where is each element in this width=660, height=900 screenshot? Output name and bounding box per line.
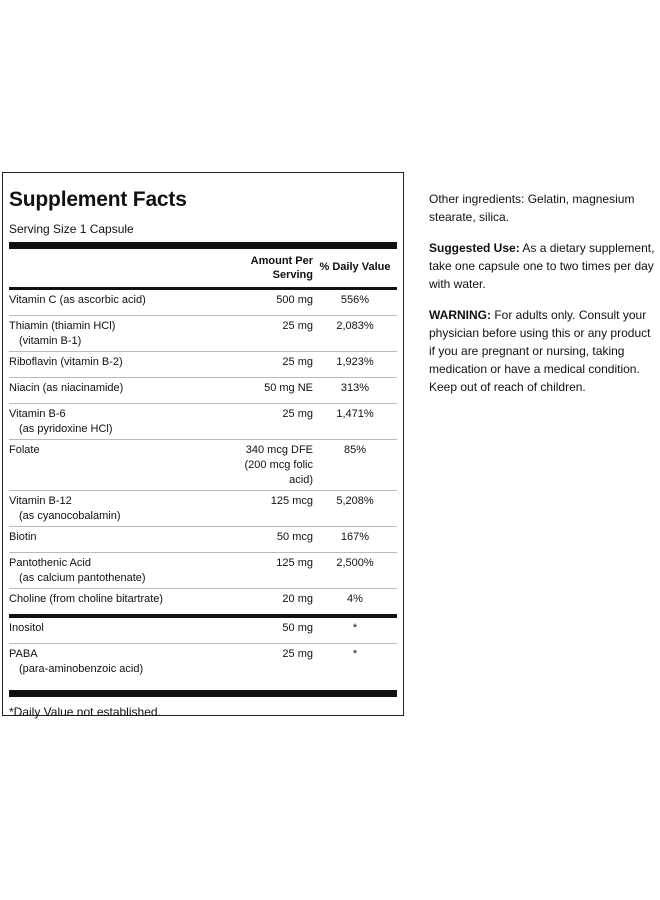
suggested-use — [429, 239, 657, 293]
daily-value: 85% — [343, 444, 367, 456]
footnote: *Daily Value not established. — [9, 705, 161, 719]
nutrient-amount-line: 125 mg — [276, 557, 313, 569]
daily-value: * — [352, 622, 358, 634]
table-row — [9, 491, 397, 526]
nutrient-name — [9, 355, 195, 375]
nutrient-amount — [195, 293, 313, 313]
nutrient-name — [9, 319, 195, 349]
daily-value: 313% — [340, 382, 370, 394]
nutrient-name-line1: Vitamin C (as ascorbic acid) — [9, 294, 146, 306]
table-row — [9, 352, 397, 377]
nutrient-rows — [9, 290, 397, 614]
bottom-divider — [9, 690, 397, 697]
daily-value: 556% — [340, 294, 370, 306]
table-row — [9, 290, 397, 315]
nutrient-amount-line: 500 mg — [276, 294, 313, 306]
nutrient-amount-line: acid) — [289, 474, 313, 486]
nutrient-amount-line: 25 mg — [282, 408, 313, 420]
nutrient-amount — [195, 443, 313, 488]
nutrient-amount — [195, 407, 313, 437]
nutrient-name-line2: (as cyanocobalamin) — [19, 510, 121, 522]
nutrient-amount-line: 25 mg — [282, 356, 313, 368]
warning — [429, 306, 657, 396]
daily-value: 5,208% — [336, 495, 374, 507]
nutrient-name-line2: (as calcium pantothenate) — [19, 572, 146, 584]
nutrient-name-line1: PABA — [9, 648, 38, 660]
nutrient-name-line1: Niacin (as niacinamide) — [9, 382, 124, 394]
nutrient-name — [9, 381, 195, 401]
nutrient-name-line1: Pantothenic Acid — [9, 557, 91, 569]
nutrient-name-line1: Biotin — [9, 531, 37, 543]
nutrient-name-line1: Choline (from choline bitartrate) — [9, 593, 164, 605]
amount-header-line1: Amount Per — [250, 255, 313, 267]
nutrient-name-line2: (as pyridoxine HCl) — [19, 423, 113, 435]
table-row — [9, 316, 397, 351]
amount-header-line2: Serving — [272, 269, 313, 281]
amount-header — [195, 254, 313, 282]
nutrient-name-line1: Folate — [9, 444, 40, 456]
nutrient-amount-line: 50 mg NE — [264, 382, 313, 394]
nutrient-name-line2: (vitamin B-1) — [19, 335, 82, 347]
nutrient-name — [9, 647, 195, 688]
nutrient-amount — [195, 647, 313, 688]
nutrient-name — [9, 494, 195, 524]
nutrient-name-line1: Vitamin B-12 — [9, 495, 72, 507]
nutrient-name-line1: Inositol — [9, 622, 44, 634]
daily-value: 1,471% — [336, 408, 374, 420]
serving-size: Serving Size 1 Capsule — [9, 222, 134, 236]
table-row — [9, 404, 397, 439]
table-row — [9, 440, 397, 490]
nutrient-amount-line: 20 mg — [282, 593, 313, 605]
warning-text: For adults only. Consult your physician before using this or any product if you are pregnant or nursing, taking medication or have a medical condition. Keep out of reach of children. — [429, 308, 651, 394]
nutrient-amount-line: 25 mg — [282, 320, 313, 332]
nutrient-name — [9, 621, 195, 641]
suggested-use-label: Suggested Use: — [429, 241, 520, 255]
nutrient-amount — [195, 381, 313, 401]
nutrient-amount — [195, 355, 313, 375]
table-row — [9, 527, 397, 552]
daily-value: 1,923% — [336, 356, 374, 368]
warning-label: WARNING: — [429, 308, 491, 322]
daily-value: 2,500% — [336, 557, 374, 569]
nutrient-name — [9, 592, 195, 612]
side-info — [429, 190, 657, 409]
nutrient-amount — [195, 621, 313, 641]
nutrient-name — [9, 407, 195, 437]
nutrient-name — [9, 556, 195, 586]
nutrient-name-line1: Riboflavin (vitamin B-2) — [9, 356, 123, 368]
nutrient-amount-line: 125 mcg — [270, 495, 313, 507]
nutrient-name — [9, 530, 195, 550]
other-ingredients: Other ingredients: Gelatin, magnesium stearate, silica. — [429, 192, 635, 224]
suggested-use-text: As a dietary supplement, take one capsule one to two times per day with water. — [429, 241, 655, 291]
dv-header: % Daily Value — [319, 261, 391, 273]
nutrient-name-line2: (para-aminobenzoic acid) — [19, 663, 144, 675]
daily-value: 2,083% — [336, 320, 374, 332]
nutrient-amount-line: 340 mcg DFE — [245, 444, 313, 456]
daily-value: 167% — [340, 531, 370, 543]
supplement-facts-panel — [2, 172, 404, 719]
nutrient-name — [9, 443, 195, 488]
nutrient-name-line1: Vitamin B-6 — [9, 408, 66, 420]
table-row — [9, 644, 397, 690]
nutrient-name-line1: Thiamin (thiamin HCl) — [9, 320, 116, 332]
nutrient-amount-line: (200 mcg folic — [244, 459, 313, 471]
thick-divider — [9, 242, 397, 249]
panel-title: Supplement Facts — [9, 188, 187, 211]
nutrient-amount — [195, 556, 313, 586]
nutrient-amount — [195, 530, 313, 550]
table-row — [9, 589, 397, 614]
nutrient-rows-no-dv — [9, 618, 397, 690]
daily-value: * — [352, 648, 358, 660]
table-row — [9, 378, 397, 403]
nutrient-amount — [195, 319, 313, 349]
nutrient-amount-line: 50 mg — [282, 622, 313, 634]
nutrient-amount-line: 25 mg — [282, 648, 313, 660]
table-row — [9, 618, 397, 643]
table-header — [9, 249, 397, 287]
nutrient-amount — [195, 592, 313, 612]
nutrient-amount-line: 50 mcg — [276, 531, 313, 543]
table-row — [9, 553, 397, 588]
nutrient-name — [9, 293, 195, 313]
daily-value: 4% — [347, 593, 363, 605]
nutrient-amount — [195, 494, 313, 524]
